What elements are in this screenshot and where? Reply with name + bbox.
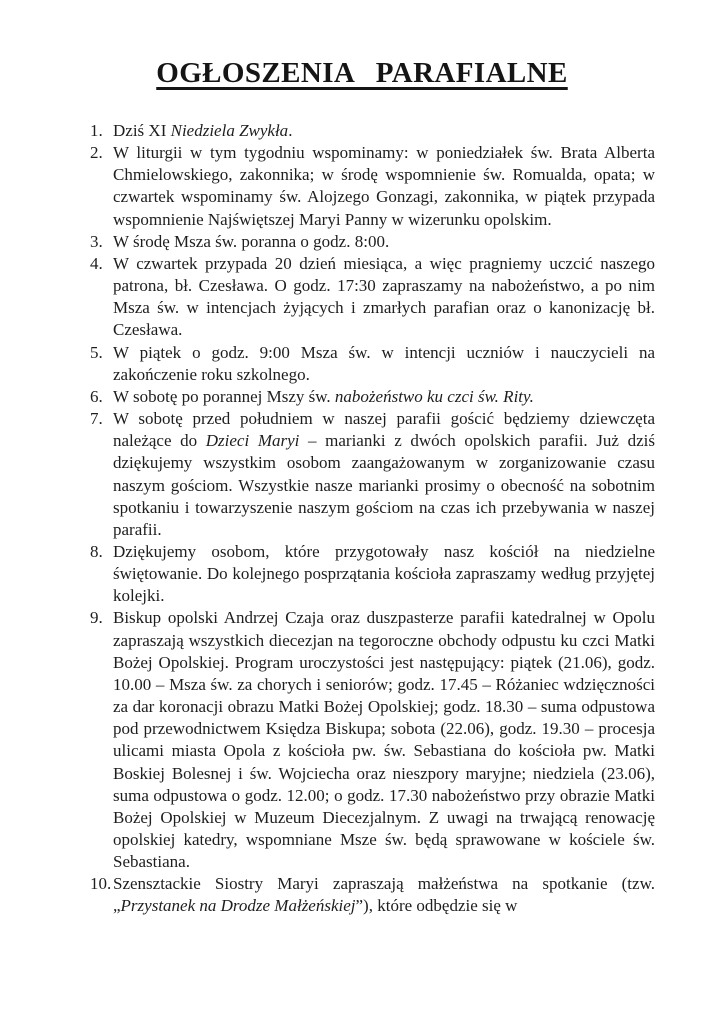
text-segment: . bbox=[288, 121, 293, 140]
text-segment: W sobotę przed południem w naszej parafii gościć będziemy dziewczęta należące do bbox=[113, 409, 655, 451]
item-number: 4. bbox=[90, 253, 103, 273]
text-segment: W liturgii w tym tygodniu wspominamy: w poniedziałek św. Brata Alberta Chmielowskiego, zakonnika; w środę wspomnienie św. Romualda, opata; w czwartek wspominamy św. Alojzego Gonzagi, zakonnika, w piątek przypada wspomnienie Najświętszej Maryi Panny w wizerunku opolskim. bbox=[113, 143, 655, 229]
text-segment: Szensztackie Siostry Maryi zapraszają małżeństwa na spotkanie (tzw. „ bbox=[113, 874, 655, 916]
text-segment: W czwartek przypada 20 dzień miesiąca, a więc pragniemy uczcić naszego patrona, bł. Czesława. O godz. 17:30 zapraszamy na nabożeństwo, a po nim Msza św. w intencjach żyjących i zmarłych parafian oraz o kanonizację bł. Czesława. bbox=[113, 253, 655, 340]
text-segment: W sobotę po porannej Mszy św. bbox=[113, 386, 335, 406]
item-text bbox=[113, 143, 655, 228]
item-number: 9. bbox=[90, 608, 103, 628]
item-number: 1. bbox=[90, 121, 103, 140]
announcement-item bbox=[90, 873, 655, 917]
item-number: 2. bbox=[90, 143, 103, 163]
text-segment: Biskup opolski Andrzej Czaja oraz duszpasterze parafii katedralnej w Opolu zapraszają wszystkich diecezjan na tegoroczne obchody odpustu ku czci Matki Bożej Opolskiej. Program uroczystości jest następujący: piątek (21.06), godz. 10.00 – Msza św. za chorych i seniorów; godz. 17.45 – Różaniec wdzięczności za dar koronacji obrazu Matki Bożej Opolskiej; godz. 18.30 – suma odpustowa pod przewodnictwem Księdza Biskupa; sobota (22.06), godz. 19.30 – procesja ulicami miasta Opola z kościoła pw. św. Sebastiana do kościoła pw. Matki Boskiej Bolesnej i św. Wojciecha oraz nieszpory maryjne; niedziela (23.06), suma odpustowa o godz. 12.00; o godz. 17.30 nabożeństwo przy obrazie Matki Bożej Opolskiej w Muzeum Diecezjalnym. Z uwagi na trwającą renowację opolskiej katedry, wspomniane Msze św. będą sprawowane w kościele św. Sebastiana. bbox=[113, 608, 655, 872]
page-title: OGŁOSZENIA PARAFIALNE bbox=[156, 57, 568, 89]
item-text bbox=[113, 409, 655, 539]
text-segment: Dziś XI bbox=[113, 121, 171, 140]
announcement-item bbox=[90, 120, 655, 142]
announcement-item bbox=[90, 541, 655, 607]
text-segment-italic: Przystanek na Drodze Małżeńskiej bbox=[120, 896, 356, 916]
text-segment-italic: Dzieci Maryi bbox=[205, 431, 300, 451]
item-text bbox=[113, 608, 655, 871]
text-segment: W środę Msza św. poranna o godz. 8:00. bbox=[113, 231, 390, 251]
item-number: 3. bbox=[90, 231, 103, 251]
announcement-item bbox=[90, 231, 655, 253]
announcement-item bbox=[90, 142, 655, 231]
announcement-item bbox=[90, 386, 655, 408]
item-text bbox=[113, 874, 655, 915]
text-segment: Dziękujemy osobom, które przygotowały nasz kościół na niedzielne świętowanie. Do kolejnego posprzątania kościoła zapraszamy według przyjętej kolejki. bbox=[113, 541, 655, 606]
item-number: 5. bbox=[90, 342, 103, 362]
announcement-item bbox=[90, 342, 655, 386]
item-text bbox=[113, 542, 655, 605]
announcement-item bbox=[90, 607, 655, 873]
item-number: 7. bbox=[90, 409, 103, 429]
text-segment: ”), które odbędzie się w bbox=[355, 896, 518, 916]
item-text bbox=[113, 343, 655, 384]
text-segment: W piątek o godz. 9:00 Msza św. w intencji uczniów i nauczycieli na zakończenie roku szkolnego. bbox=[113, 342, 655, 384]
announcement-item bbox=[90, 253, 655, 342]
item-text bbox=[113, 254, 655, 339]
item-number: 10. bbox=[90, 874, 112, 894]
announcement-item bbox=[90, 408, 655, 541]
item-number: 8. bbox=[90, 541, 103, 561]
item-text bbox=[113, 232, 389, 251]
announcements-list bbox=[90, 120, 655, 918]
item-number: 6. bbox=[90, 386, 103, 406]
text-segment-italic: Niedziela Zwykła bbox=[170, 121, 289, 140]
item-text bbox=[113, 387, 534, 406]
text-segment: – marianki z dwóch opolskich parafii. Już dziś dziękujemy wszystkim osobom zaangażowanym w zorganizowanie czasu naszym gościom. Wszystkie nasze marianki prosimy o obecność na sobotnim spotkaniu i towarzyszenie naszym gościom na czas ich przebywania w naszej parafii. bbox=[113, 431, 655, 539]
item-text bbox=[113, 121, 292, 140]
text-segment-italic: nabożeństwo ku czci św. Rity. bbox=[334, 386, 534, 406]
